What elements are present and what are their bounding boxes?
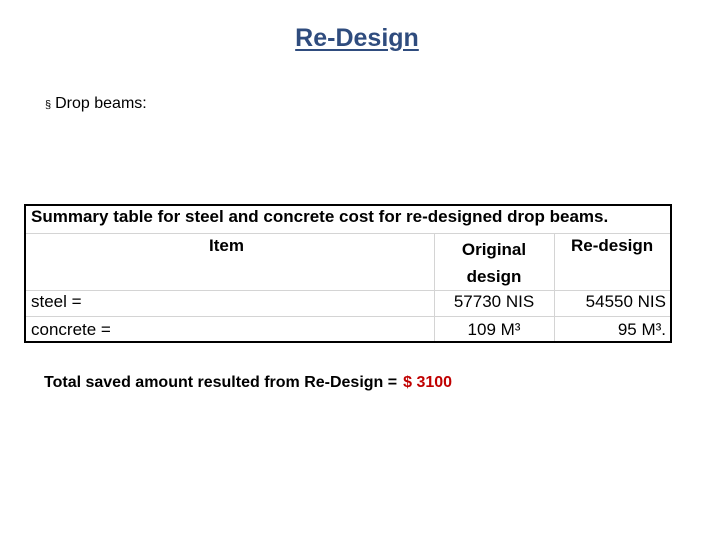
total-amount: $ 3100 — [403, 374, 453, 391]
bullet-text: Drop beams: — [55, 95, 147, 112]
total-label: Total saved amount resulted from Re-Design = — [44, 374, 398, 391]
page-title: Re-Design — [295, 24, 419, 52]
cell-steel-redesign: 54550 NIS — [585, 292, 666, 311]
header-redesign: Re-design — [571, 236, 654, 255]
header-original-design: Original design — [461, 240, 527, 286]
bullet-icon: § — [45, 99, 52, 111]
cell-steel-original: 57730 NIS — [453, 292, 535, 311]
row-divider — [26, 290, 670, 291]
row-divider — [26, 233, 670, 234]
table-caption: Summary table for steel and concrete cost for re-designed drop beams. — [31, 207, 609, 226]
row-label-concrete: concrete = — [31, 320, 111, 339]
row-label-steel: steel = — [31, 292, 82, 311]
total-saved — [44, 374, 452, 392]
bullet-item — [45, 95, 147, 113]
header-item: Item — [209, 236, 244, 255]
row-divider — [26, 316, 670, 317]
cell-concrete-original: 109 M³ — [467, 320, 521, 339]
cell-concrete-redesign: 95 M³. — [617, 320, 666, 339]
summary-table — [24, 204, 672, 343]
column-divider — [554, 233, 555, 341]
